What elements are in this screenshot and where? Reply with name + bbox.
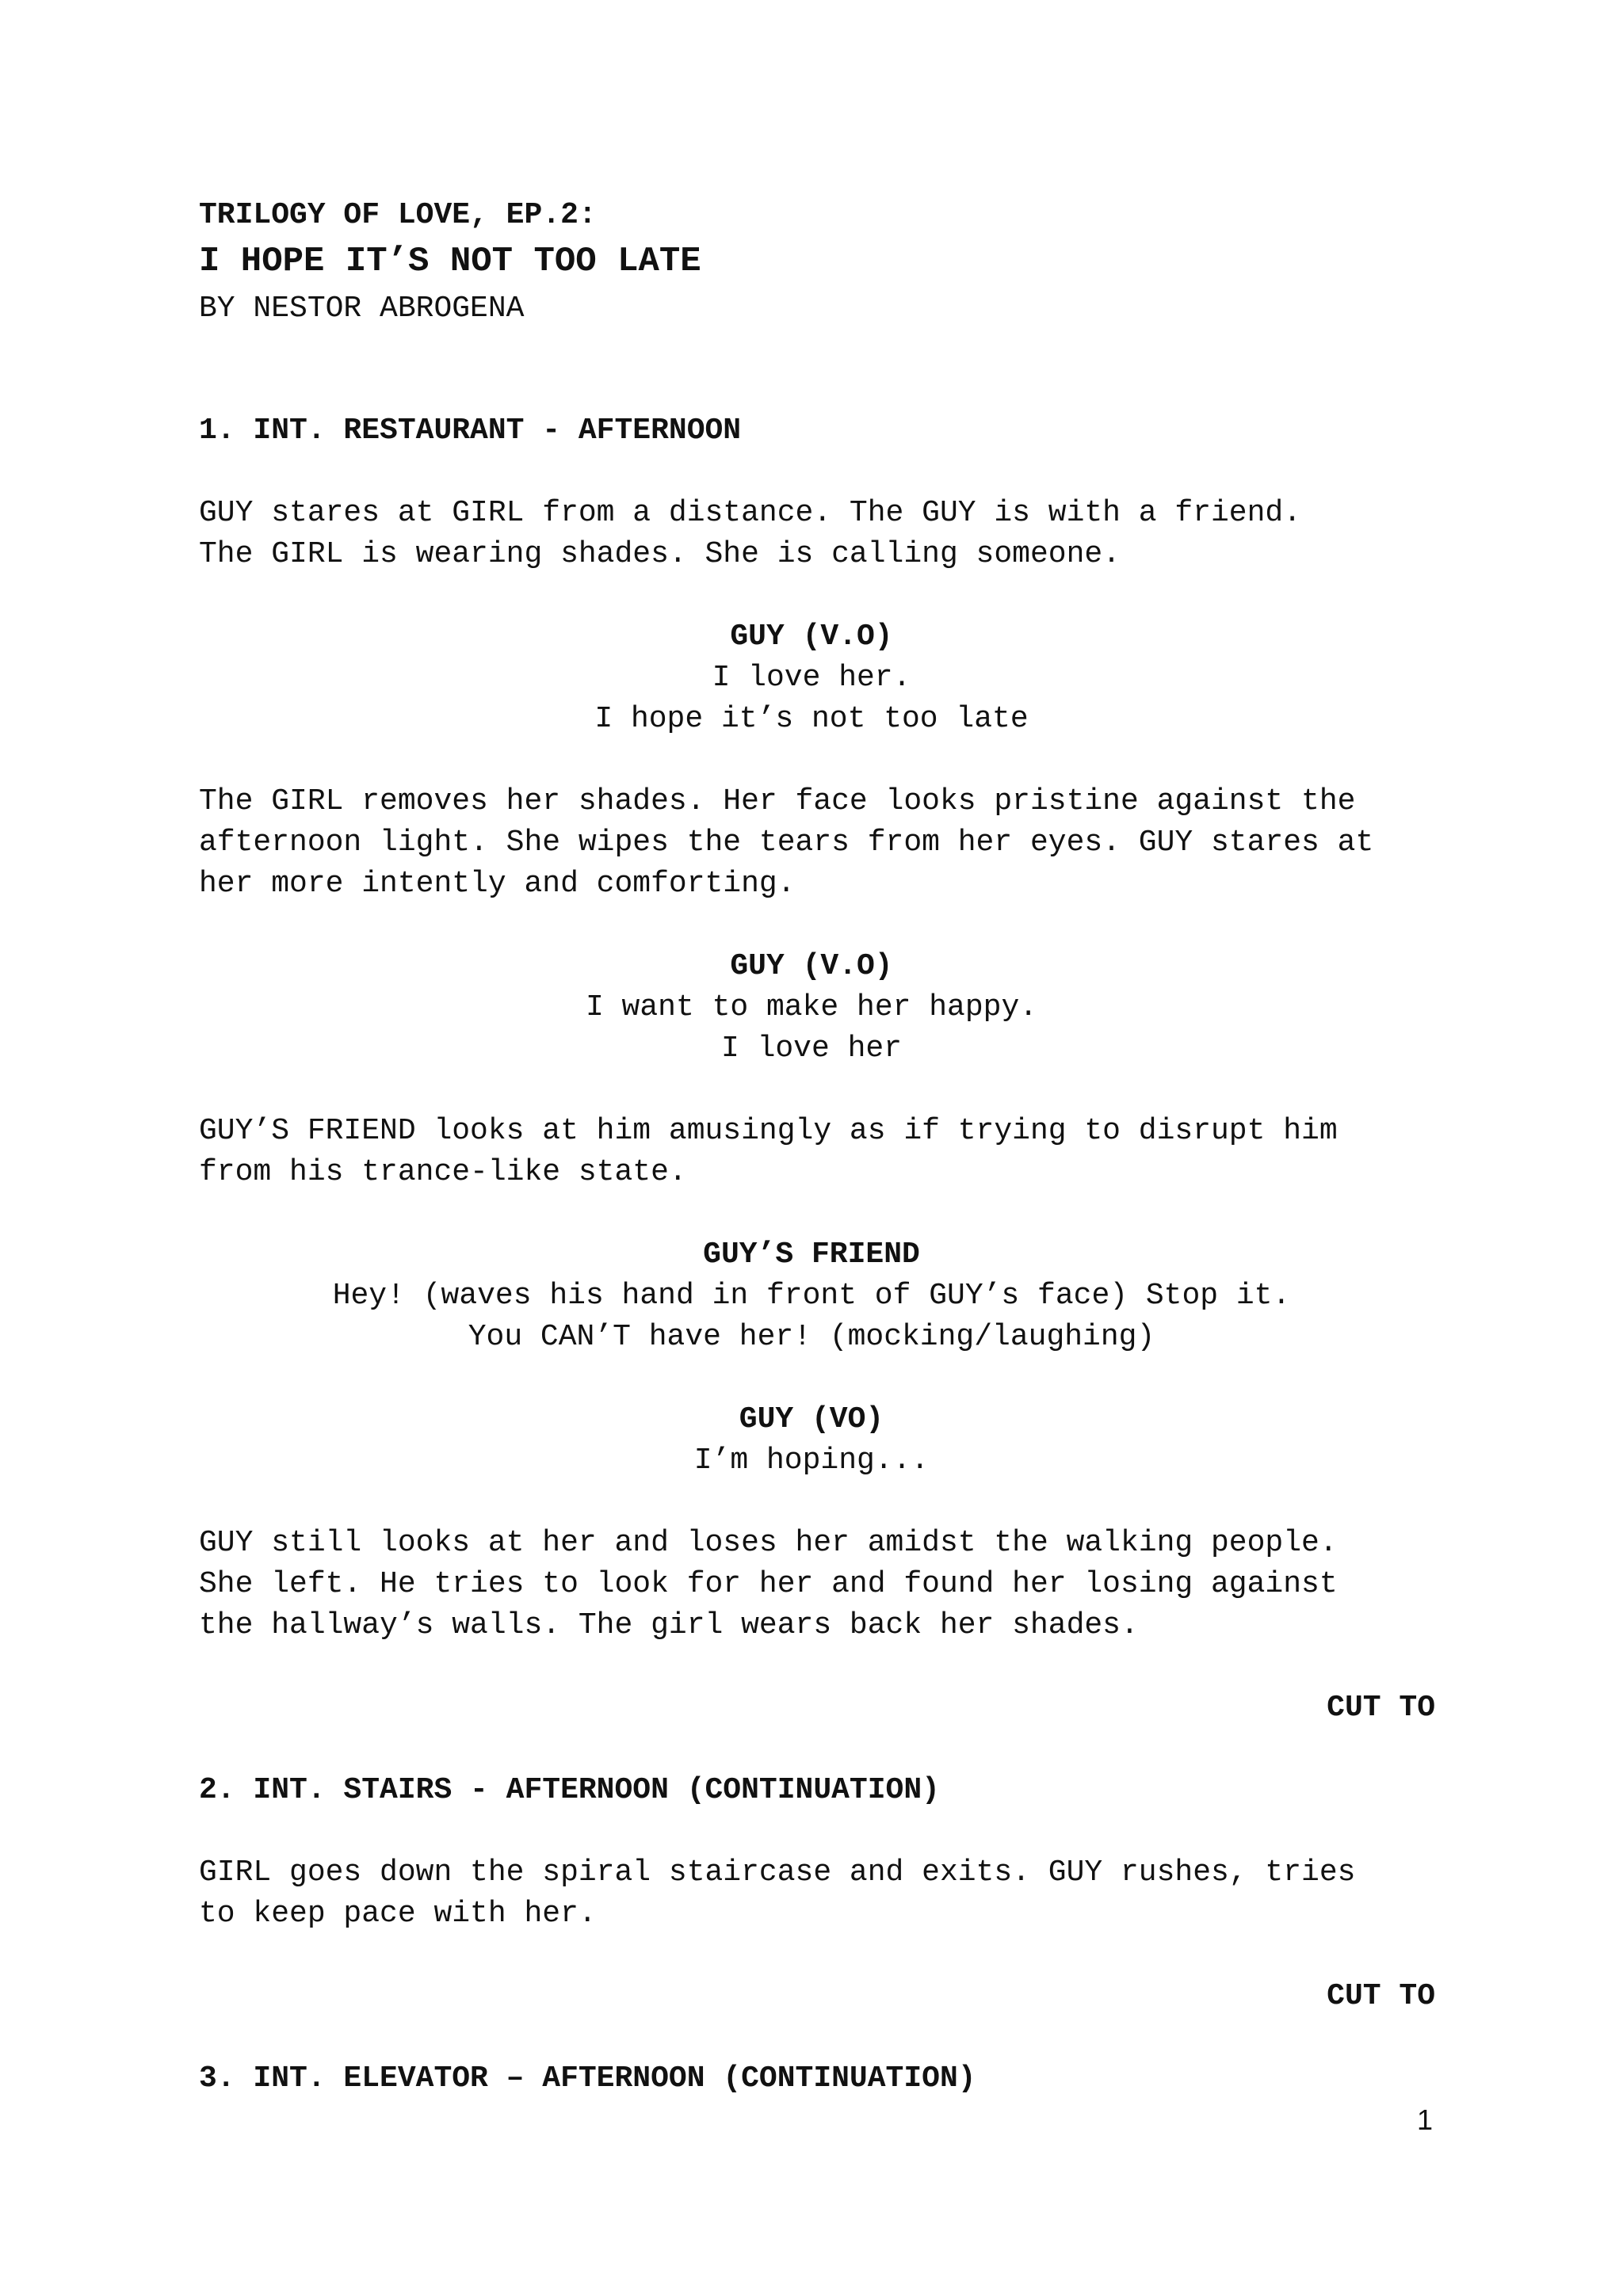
- character-name: GUY (V.O): [730, 620, 893, 654]
- dialogue-line: I love her: [720, 1032, 903, 1066]
- action-line: GIRL goes down the spiral staircase and exits. GUY rushes, tries: [199, 1855, 1356, 1890]
- action-line: She left. He tries to look for her and found her losing against: [199, 1567, 1338, 1601]
- character-name: GUY (V.O): [730, 949, 893, 983]
- series-title: TRILOGY OF LOVE, EP.2:: [199, 198, 597, 232]
- dialogue-line: I love her.: [712, 661, 911, 695]
- action-line: from his trance-like state.: [199, 1155, 687, 1189]
- action-line: GUY’S FRIEND looks at him amusingly as if trying to disrupt him: [199, 1114, 1338, 1148]
- action-line: The GIRL is wearing shades. She is calling someone.: [199, 537, 1121, 571]
- scene-heading: 2. INT. STAIRS - AFTERNOON (CONTINUATION): [199, 1773, 940, 1807]
- action-line: her more intently and comforting.: [199, 867, 796, 901]
- episode-title: I HOPE IT’S NOT TOO LATE: [199, 242, 701, 281]
- scene-heading: 1. INT. RESTAURANT - AFTERNOON: [199, 414, 742, 448]
- dialogue-line: I want to make her happy.: [585, 990, 1038, 1024]
- byline: BY NESTOR ABROGENA: [199, 292, 525, 326]
- transition: CUT TO: [1327, 1691, 1435, 1725]
- action-line: the hallway’s walls. The girl wears back her shades.: [199, 1608, 1139, 1642]
- action-line: GUY still looks at her and loses her amidst the walking people.: [199, 1526, 1338, 1560]
- action-line: The GIRL removes her shades. Her face looks pristine against the: [199, 784, 1356, 818]
- character-name: GUY (VO): [739, 1402, 884, 1436]
- dialogue-line: You CAN’T have her! (mocking/laughing): [468, 1320, 1155, 1354]
- scene-heading: 3. INT. ELEVATOR – AFTERNOON (CONTINUATION): [199, 2061, 976, 2096]
- character-name: GUY’S FRIEND: [703, 1238, 920, 1272]
- action-line: afternoon light. She wipes the tears from her eyes. GUY stares at: [199, 826, 1374, 860]
- action-line: to keep pace with her.: [199, 1897, 597, 1931]
- dialogue-line: Hey! (waves his hand in front of GUY’s face) Stop it.: [332, 1279, 1291, 1313]
- page-number: 1: [1416, 2103, 1433, 2136]
- transition: CUT TO: [1327, 1979, 1435, 2013]
- action-line: GUY stares at GIRL from a distance. The GUY is with a friend.: [199, 496, 1302, 530]
- dialogue-line: I hope it’s not too late: [594, 702, 1029, 736]
- dialogue-line: I’m hoping...: [693, 1444, 930, 1478]
